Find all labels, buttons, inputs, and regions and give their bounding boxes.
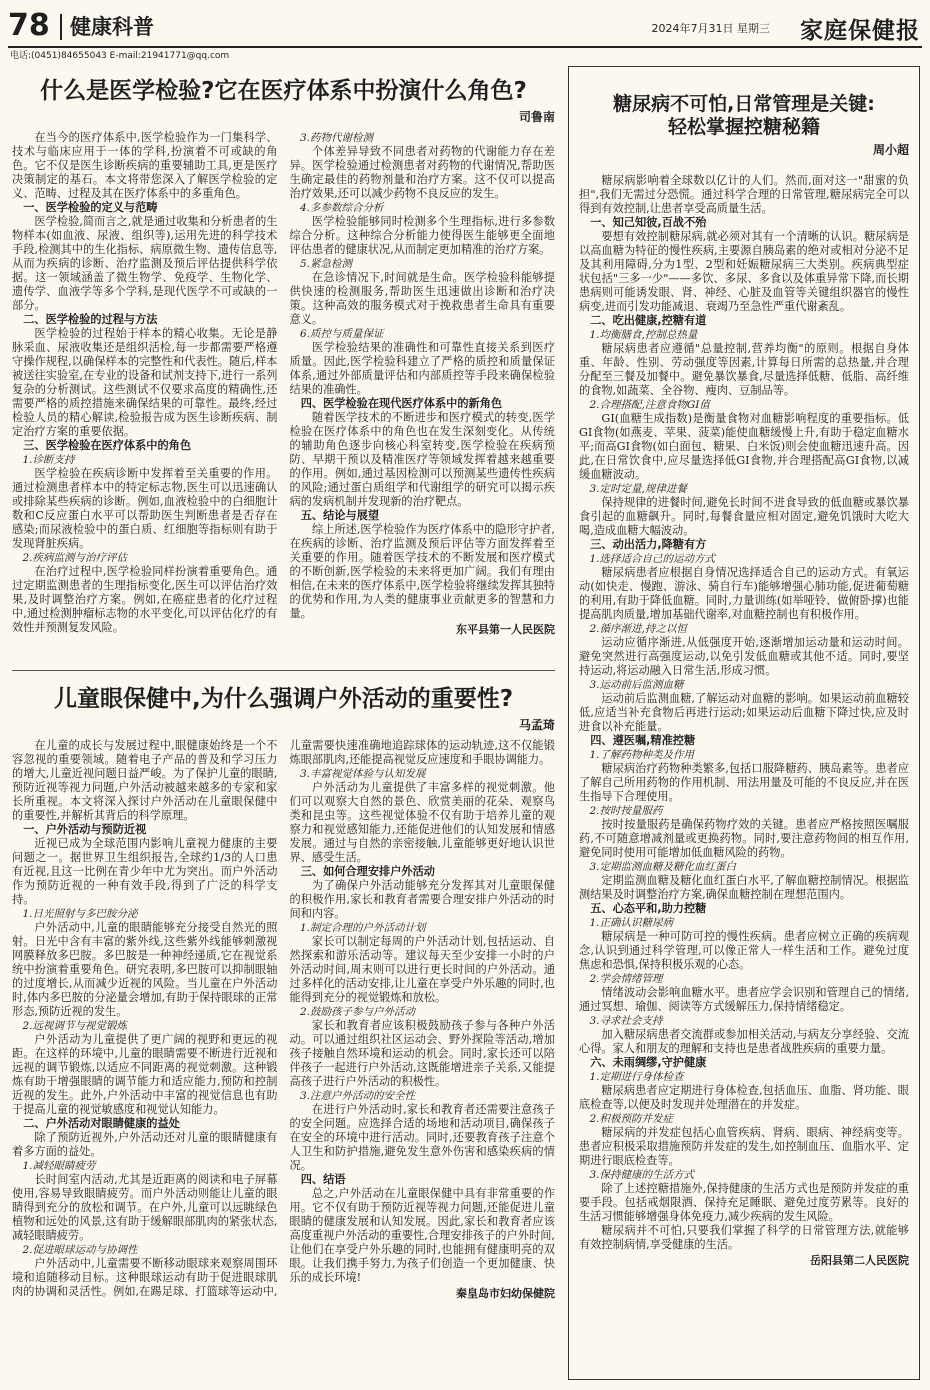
section-heading: 四、结语: [300, 1172, 346, 1186]
weekday-text: 星期三: [737, 22, 770, 35]
paragraph: 个体差异导致不同患者对药物的代谢能力存在差异。医学检验通过检测患者对药物的代谢情况,帮助医生确定最佳的药物剂量和治疗方案。这不仅可以提高治疗效果,还可以减少药物不良反应的发生。: [289, 144, 555, 200]
article-divider: [12, 670, 555, 671]
paragraph: 在进行户外活动时,家长和教育者还需要注意孩子的安全问题。应选择合适的场地和活动项目,确保孩子在安全的环境中进行活动。同时,还要教育孩子注意个人卫生和防护措施,避免发生意外伤害和感染疾病的情况。: [289, 1102, 555, 1172]
subsection-heading: 1.定期进行身体检查: [589, 1070, 684, 1083]
paragraph: 按时按量服药是确保药物疗效的关键。患者应严格按照医嘱服药,不可随意增减剂量或更换药物。同时,要注意药物间的相互作用,避免同时使用可能增加低血糖风险的药物。: [579, 817, 909, 859]
subsection-heading: 1.诊断支持: [22, 453, 75, 466]
paragraph: 情绪波动会影响血糖水平。患者应学会识别和管理自己的情绪,通过冥想、瑜伽、阅读等方式缓解压力,保持情绪稳定。: [579, 985, 909, 1013]
paragraph: 医学检验的过程始于样本的精心收集。无论是静脉采血、尿液收集还是组织活检,每一步都需要严格遵守操作规程,以确保样本的完整性和代表性。随后,样本被送往实验室,在专业的设备和试剂支持下,进行一系列复杂的分析测试。这些测试不仅要求高度的精确性,还需要严格的质控措施来确保结果的可靠性。最终,经过检验人员的精心解读,检验报告成为医生诊断疾病、制定治疗方案的重要依据。: [12, 326, 278, 438]
paragraph: 定期监测血糖及糖化血红蛋白水平,了解血糖控制情况。根据监测结果及时调整治疗方案,确保血糖控制在理想范围内。: [579, 873, 909, 901]
article-title: 什么是医学检验?它在医疗体系中扮演什么角色?: [40, 78, 527, 104]
section-heading: 一、知己知彼,百战不殆: [590, 215, 707, 229]
subsection-heading: 2.疾病监测与治疗评估: [22, 551, 128, 564]
article-body: [12, 131, 555, 637]
subsection-heading: 2.鼓励孩子参与户外活动: [300, 1005, 416, 1018]
article-child-eye-care: [12, 676, 555, 1382]
contact-line: 电话:(0451)84655043 E-mail:21941771@qq.com: [10, 51, 230, 61]
subsection-heading: 4.多参数综合分析: [300, 201, 384, 214]
paragraph: 家长和教育者应该积极鼓励孩子参与各种户外活动。可以通过组织社区运动会、野外探险等活动,增加孩子接触自然环境和运动的机会。同时,家长还可以陪伴孩子一起进行户外活动,这既能增进亲子关系,又能提高孩子进行户外活动的积极性。: [289, 1018, 555, 1088]
section-heading: 一、户外活动与预防近视: [23, 822, 147, 836]
paragraph: 糖尿病治疗药物种类繁多,包括口服降糖药、胰岛素等。患者应了解自己所用药物的作用机制、用法用量及可能的不良反应,并在医生指导下合理使用。: [579, 761, 909, 803]
subsection-heading: 2.循序渐进,持之以恒: [589, 622, 687, 635]
paragraph: 在急诊情况下,时间就是生命。医学检验科能够提供快速的检测服务,帮助医生迅速做出诊断和治疗决策。这种高效的服务模式对于挽救患者生命具有重要意义。: [289, 270, 555, 326]
paragraph: 糖尿病并不可怕,只要我们掌握了科学的日常管理方法,就能够有效控制病情,享受健康的生活。: [579, 1223, 909, 1251]
article-body: [12, 739, 555, 1301]
subsection-heading: 3.定期监测血糖及糖化血红蛋白: [589, 860, 737, 873]
paragraph: 除了上述控糖措施外,保持健康的生活方式也是预防并发症的重要手段。包括戒烟限酒、保持充足睡眠、避免过度劳累等。良好的生活习惯能够增强身体免疫力,减少疾病的发生风险。: [579, 1181, 909, 1223]
subsection-heading: 2.按时按量服药: [589, 804, 663, 817]
paragraph: GI(血糖生成指数)是衡量食物对血糖影响程度的重要指标。低GI食物(如燕麦、苹果、菠菜)能使血糖缓慢上升,有助于稳定血糖水平;而高GI食物(如白面包、糖果、白米饭)则会使血糖迅速升高。因此,在日常饮食中,应尽量选择低GI食物,并合理搭配高GI食物,以减缓血糖波动。: [579, 411, 909, 481]
paragraph: 家长可以制定每周的户外活动计划,包括运动、自然探索和游乐活动等。建议每天至少安排一小时的户外活动时间,周末则可以进行更长时间的户外活动。通过多样化的活动安排,让儿童在享受户外乐趣的同时,也能得到充分的视觉锻炼和放松。: [289, 934, 555, 1004]
subsection-heading: 6.质控与质量保证: [300, 327, 384, 340]
section-heading: 六、未雨绸缪,守护健康: [590, 1055, 707, 1069]
article-hospital: 岳阳县第二人民医院: [810, 1253, 909, 1267]
subsection-heading: 5.紧急检测: [300, 257, 353, 270]
paragraph: 综上所述,医学检验作为医疗体系中的隐形守护者,在疾病的诊断、治疗监测及预后评估等方面发挥着至关重要的作用。随着医学技术的不断发展和医疗模式的不断创新,医学检验的未来将更加广阔。我们有理由相信,在未来的医疗体系中,医学检验将继续发挥其独特的优势和作用,为人类的健康事业贡献更多的智慧和力量。: [289, 522, 555, 620]
article-title: 儿童眼保健中,为什么强调户外活动的重要性?: [53, 686, 514, 712]
subsection-heading: 2.合理搭配,注意食物GI值: [589, 398, 710, 411]
section-heading: 五、心态平和,助力控糖: [590, 901, 707, 915]
paragraph: 户外活动为儿童提供了丰富多样的视觉刺激。他们可以观察大自然的景色、欣赏美丽的花朵、观察鸟类和昆虫等。这些视觉体验不仅有助于培养儿童的观察力和视觉感知能力,还能促进他们的认知发展和情感发展。通过与自然的亲密接触,儿童能够更好地认识世界、感受生活。: [289, 780, 555, 864]
paragraph: 要想有效控制糖尿病,就必须对其有一个清晰的认识。糖尿病是以高血糖为特征的慢性疾病,主要源自胰岛素的绝对或相对分泌不足及其利用障碍,分为1型、2型和妊娠糖尿病三大类别。疾病典型症状包括"三多一少"——多饮、多尿、多食以及体重异常下降,而长期患病则可能诱发眼、肾、神经、心脏及血管等关键组织器官的慢性病变,进而引发功能减退、衰竭乃至急性严重代谢紊乱。: [579, 229, 909, 313]
paper-name: 家庭保健报: [800, 17, 920, 44]
subsection-heading: 2.促进眼球运动与协调性: [22, 1243, 138, 1256]
article-title: [579, 93, 909, 139]
issue-date: [652, 20, 771, 36]
subsection-heading: 1.选择适合自己的运动方式: [589, 552, 716, 565]
subsection-heading: 2.学会情绪管理: [589, 972, 663, 985]
paragraph: 长时间室内活动,尤其是近距离的阅读和电子屏幕使用,容易导致眼睛疲劳。而户外活动则能让儿童的眼睛得到充分的放松和调节。在户外,儿童可以远眺绿色植物和远处的风景,这有助于缓解眼部肌肉的紧张状态,减轻眼睛疲劳。: [12, 1172, 278, 1242]
subsection-heading: 3.寻求社会支持: [589, 1014, 663, 1027]
subsection-heading: 1.减轻眼睛疲劳: [22, 1159, 96, 1172]
section-name: 健康科普: [70, 14, 154, 39]
section-heading: 二、医学检验的过程与方法: [23, 312, 158, 326]
paragraph: 糖尿病的并发症包括心血管疾病、肾病、眼病、神经病变等。患者应积极采取措施预防并发症的发生,如控制血压、血脂水平、定期进行眼底检查等。: [579, 1125, 909, 1167]
subsection-heading: 3.定时定量,规律进餐: [589, 482, 687, 495]
paragraph: 保持规律的进餐时间,避免长时间不进食导致的低血糖或暴饮暴食引起的血糖飙升。同时,每餐食量应相对固定,避免饥饿时大吃大喝,造成血糖大幅波动。: [579, 495, 909, 537]
paragraph: 糖尿病影响着全球数以亿计的人们。然而,面对这一"甜蜜的负担",我们无需过分恐慌。通过科学合理的日常管理,糖尿病完全可以得到有效控制,让患者享受高质量生活。: [579, 173, 909, 215]
article-body: [579, 174, 909, 1268]
paragraph: 户外活动为儿童提供了更广阔的视野和更远的视距。在这样的环境中,儿童的眼睛需要不断进行近视和远视的调节锻炼,以适应不同距离的视觉刺激。这种锻炼有助于增强眼睛的调节能力和适应能力,预防和控制近视的发生。此外,户外活动中丰富的视觉信息也有助于提高儿童的视觉敏感度和视觉认知能力。: [12, 1032, 278, 1116]
paragraph: 加入糖尿病患者交流群或参加相关活动,与病友分享经验、交流心得。家人和朋友的理解和支持也是患者战胜疾病的重要力量。: [579, 1027, 909, 1055]
subsection-heading: 2.积极预防并发症: [589, 1112, 674, 1125]
paragraph: 随着医学技术的不断进步和医疗模式的转变,医学检验在医疗体系中的角色也在发生深刻变化。从传统的辅助角色逐步向核心科室转变,医学检验在疾病预防、早期干预以及精准医疗等领域发挥着越来越重要的作用。例如,通过基因检测可以预测某些遗传性疾病的风险;通过蛋白质组学和代谢组学的研究可以揭示疾病的发病机制并发现新的治疗靶点。: [289, 410, 555, 508]
paragraph: 近视已成为全球范围内影响儿童视力健康的主要问题之一。据世界卫生组织报告,全球约1/3的人口患有近视,且这一比例在青少年中尤为突出。而户外活动作为预防近视的一种有效手段,得到了广泛的科学支持。: [12, 836, 278, 906]
section-heading: 五、结论与展望: [300, 508, 380, 522]
paragraph: 除了预防近视外,户外活动还对儿童的眼睛健康有着多方面的益处。: [12, 1130, 278, 1158]
paragraph: 在儿童的成长与发展过程中,眼健康始终是一个不容忽视的重要领域。随着电子产品的普及和学习压力的增大,儿童近视问题日益严峻。为了保护儿童的眼睛,预防近视等视力问题,户外活动被越来越多的专家和家长所重视。本文将深入探讨户外活动在儿童眼保健中的重要性,并解析其背后的科学原理。: [12, 738, 278, 822]
article-medical-testing: [12, 66, 555, 666]
page-number: 78: [8, 8, 50, 43]
section-heading: 二、户外活动对眼睛健康的益处: [23, 1116, 180, 1130]
paragraph: 户外活动中,儿童的眼睛能够充分接受自然光的照射。日光中含有丰富的紫外线,这些紫外线能够刺激视网膜释放多巴胺。多巴胺是一种神经递质,它在视觉系统中扮演着重要角色。研究表明,多巴胺可以抑制眼轴的过度增长,从而减少近视的风险。当儿童在户外活动时,体内多巴胺的分泌量会增加,有助于保持眼球的正常形态,预防近视的发生。: [12, 920, 278, 1018]
paragraph: 在当今的医疗体系中,医学检验作为一门集科学、技术与临床应用于一体的学科,扮演着不可或缺的角色。它不仅是医生诊断疾病的重要辅助工具,更是医疗决策制定的基石。本文将带您深入了解医学检验的定义、范畴、过程及其在医疗体系中的多重角色。: [12, 130, 278, 200]
paragraph: 医学检验在疾病诊断中发挥着至关重要的作用。通过检测患者样本中的特定标志物,医生可以迅速确认或排除某些疾病的诊断。例如,血液检验中的白细胞计数和C反应蛋白水平可以帮助医生判断患者是否存在感染;而尿液检验中的蛋白质、红细胞等指标则有助于发现肾脏疾病。: [12, 466, 278, 550]
paragraph: 为了确保户外活动能够充分发挥其对儿童眼保健的积极作用,家长和教育者需要合理安排户外活动的时间和内容。: [289, 878, 555, 920]
subsection-heading: 1.了解药物种类及作用: [589, 748, 695, 761]
paragraph: 糖尿病患者应根据自身情况选择适合自己的运动方式。有氧运动(如快走、慢跑、游泳、骑自行车)能够增强心肺功能,促进葡萄糖的利用,有助于降低血糖。同时,力量训练(如举哑铃、做俯卧撑)也能提高肌肉质量,增加基础代谢率,对血糖控制也有积极作用。: [579, 565, 909, 621]
section-heading: 三、医学检验在医疗体系中的角色: [23, 438, 192, 452]
article-hospital: 东平县第一人民医院: [456, 622, 555, 636]
paragraph: 运动应循序渐进,从低强度开始,逐渐增加运动量和运动时间。避免突然进行高强度运动,以免引发低血糖或其他不适。同时,要坚持运动,将运动融入日常生活,形成习惯。: [579, 635, 909, 677]
article-author: 周小超: [872, 142, 909, 157]
paragraph: 总之,户外活动在儿童眼保健中具有非常重要的作用。它不仅有助于预防近视等视力问题,还能促进儿童眼睛的健康发展和认知发展。因此,家长和教育者应该高度重视户外活动的重要性,合理安排孩子的户外时间,让他们在享受户外乐趣的同时,也能拥有健康明亮的双眼。让我们携手努力,为孩子们创造一个更加健康、快乐的成长环境!: [289, 1186, 555, 1284]
masthead: [8, 8, 922, 48]
subsection-heading: 1.均衡膳食,控制总热量: [589, 328, 698, 341]
paragraph: 糖尿病患者应遵循"总量控制,营养均衡"的原则。根据自身体重、年龄、性别、劳动强度等因素,计算每日所需的总热量,并合理分配至三餐及加餐中。避免暴饮暴食,尽量选择低糖、低脂、高纤维的食物,如蔬菜、全谷物、瘦肉、豆制品等。: [579, 341, 909, 397]
subsection-heading: 1.制定合理的户外活动计划: [300, 921, 426, 934]
article-author: 马孟琦: [518, 717, 555, 732]
article-author: 司鲁南: [518, 109, 555, 124]
subsection-heading: 3.丰富视觉体验与认知发展: [300, 767, 426, 780]
paragraph: 医学检验,简而言之,就是通过收集和分析患者的生物样本(如血液、尿液、组织等),运用先进的科学技术手段,检测其中的生化指标、病原微生物、遗传信息等,从而为疾病的诊断、治疗监测及预后评估提供科学依据。这一领域涵盖了微生物学、免疫学、生物化学、遗传学、血液学等多个学科,是现代医学不可或缺的一部分。: [12, 214, 278, 312]
subsection-heading: 2.远视调节与视觉锻炼: [22, 1019, 128, 1032]
paragraph: 糖尿病是一种可防可控的慢性疾病。患者应树立正确的疾病观念,认识到通过科学管理,可以像正常人一样生活和工作。避免过度焦虑和恐惧,保持积极乐观的心态。: [579, 929, 909, 971]
paragraph: 运动前后监测血糖,了解运动对血糖的影响。如果运动前血糖较低,应适当补充食物后再进行运动;如果运动后血糖下降过快,应及时进食以补充能量。: [579, 691, 909, 733]
subsection-heading: 3.注意户外活动的安全性: [300, 1089, 416, 1102]
subsection-heading: 3.药物代谢检测: [300, 131, 374, 144]
title-line-2: 轻松掌握控糖秘籍: [667, 115, 820, 138]
subsection-heading: 1.正确认识糖尿病: [589, 916, 674, 929]
section-heading: 一、医学检验的定义与范畴: [23, 200, 158, 214]
subsection-heading: 3.运动前后监测血糖: [589, 678, 684, 691]
title-line-1: 糖尿病不可怕,日常管理是关键:: [613, 93, 875, 115]
section-heading: 三、动出活力,降糖有方: [590, 537, 707, 551]
subsection-heading: 3.保持健康的生活方式: [589, 1168, 695, 1181]
section-heading: 三、如何合理安排户外活动: [300, 864, 435, 878]
masthead-divider: [60, 14, 62, 40]
article-diabetes-management: [568, 66, 920, 1380]
subsection-heading: 1.日光照射与多巴胺分泌: [22, 907, 138, 920]
paragraph: 糖尿病患者应定期进行身体检查,包括血压、血脂、肾功能、眼底检查等,以便及时发现并处理潜在的并发症。: [579, 1083, 909, 1111]
paragraph: 在治疗过程中,医学检验同样扮演着重要角色。通过定期监测患者的生理指标变化,医生可以评估治疗效果,及时调整治疗方案。例如,在癌症患者的化疗过程中,通过检测肿瘤标志物的水平变化,可以评估化疗的有效性并预测复发风险。: [12, 564, 278, 634]
paragraph: 户外活动中,儿童需要不断移动眼球来观察周围环境和追随移动目标。这种眼球运动有助于促进眼球肌肉的协调和灵活性。例如,在踢足球、打篮球等运动中,儿童需要快速准确地追踪球体的运动轨迹,这不仅能锻炼眼部肌肉,还能提高视觉反应速度和手眼协调能力。: [12, 738, 555, 1298]
article-hospital: 秦皇岛市妇幼保健院: [456, 1286, 555, 1300]
section-heading: 四、医学检验在现代医疗体系中的新角色: [300, 396, 503, 410]
section-heading: 四、遵医嘱,精准控糖: [590, 733, 696, 747]
paragraph: 医学检验能够同时检测多个生理指标,进行多参数综合分析。这种综合分析能力使得医生能够更全面地评估患者的健康状况,从而制定更加精准的治疗方案。: [289, 214, 555, 256]
paragraph: 医学检验结果的准确性和可靠性直接关系到医疗质量。因此,医学检验科建立了严格的质控和质量保证体系,通过外部质量评估和内部质控等手段来确保检验结果的准确性。: [289, 340, 555, 396]
date-text: 2024年7月31日: [651, 22, 734, 35]
section-heading: 二、吃出健康,控糖有道: [590, 313, 707, 327]
